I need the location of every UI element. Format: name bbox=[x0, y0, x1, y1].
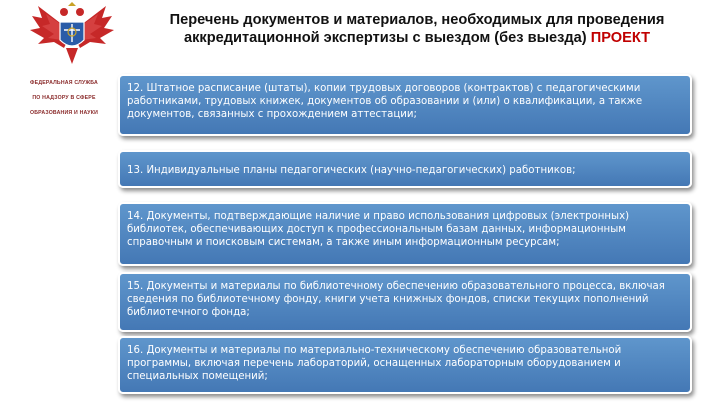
title-line-1: Перечень документов и материалов, необходимых для проведения bbox=[169, 12, 665, 28]
item-text: 12. Штатное расписание (штаты), копии трудовых договоров (контрактов) с педагогическими работниками, трудовых книжек, документов об образовании и (или) о квалификации, а также документов, связанных с прохождением аттестации; bbox=[127, 83, 643, 121]
agency-line-3: ОБРАЗОВАНИЯ И НАУКИ bbox=[30, 110, 98, 116]
item-text: 15. Документы и материалы по библиотечному обеспечению образовательного процесса, включая сведения по библиотечному фонду, книги учета книжных фондов, списки текущих пополнений библиотечного фонда; bbox=[127, 281, 665, 319]
eagle-emblem-icon bbox=[24, 2, 120, 66]
project-label: ПРОЕКТ bbox=[590, 29, 651, 46]
title-line-2 bbox=[122, 30, 712, 48]
agency-line-1: ФЕДЕРАЛЬНАЯ СЛУЖБА bbox=[30, 80, 98, 86]
title-line-2-text: аккредитационной экспертизы с выездом (без выезда) bbox=[183, 29, 587, 46]
page-title bbox=[122, 12, 712, 47]
agency-line-2: ПО НАДЗОРУ В СФЕРЕ bbox=[32, 95, 96, 101]
list-item bbox=[118, 272, 692, 332]
item-text: 16. Документы и материалы по материально-техническому обеспечению образовательной программы, включая перечень лабораторий, оснащенных лабораторным оборудованием и специальных помещений; bbox=[127, 345, 622, 383]
list-item bbox=[118, 150, 692, 188]
list-item bbox=[118, 202, 692, 266]
agency-name bbox=[14, 76, 114, 121]
item-text: 14. Документы, подтверждающие наличие и право использования цифровых (электронных) библиотек, обеспечивающих доступ к профессиональным базам данных, информационным справочным и поисковым системам, а также иным информационным ресурсам; bbox=[127, 211, 630, 249]
list-item bbox=[118, 74, 692, 136]
item-text: 13. Индивидуальные планы педагогических (научно-педагогических) работников; bbox=[127, 165, 576, 176]
list-item bbox=[118, 336, 692, 394]
